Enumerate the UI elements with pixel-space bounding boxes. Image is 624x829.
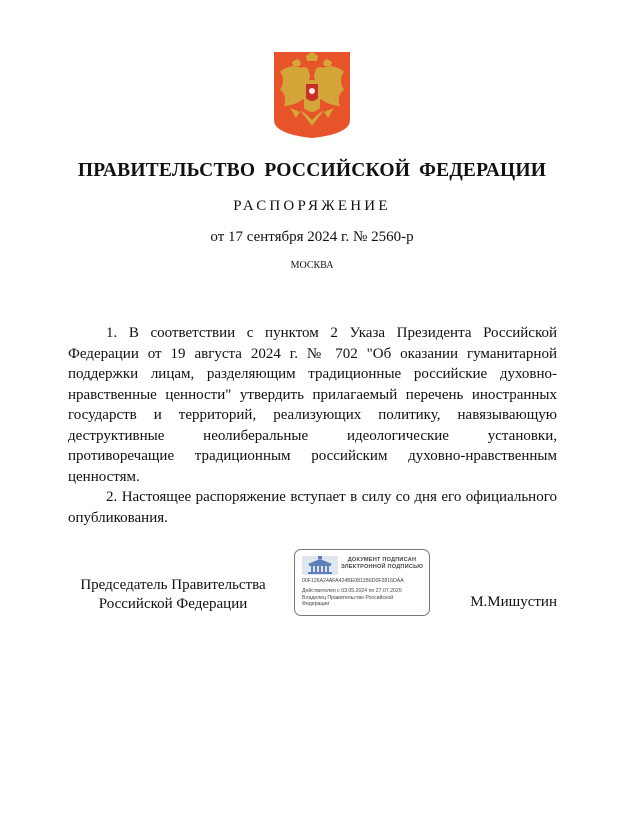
stamp-title <box>339 557 425 571</box>
stamp-title-line2: ЭЛЕКТРОННОЙ ПОДПИСЬЮ <box>340 564 424 570</box>
organization-title: ПРАВИТЕЛЬСТВО РОССИЙСКОЙ ФЕДЕРАЦИИ <box>77 160 547 181</box>
stamp-owner-line2: Федерации <box>302 601 330 607</box>
paragraph-1: 1. В соответствии с пунктом 2 Указа Президента Российской Федерации от 19 августа 2024 г. № 702 "Об оказании гуманитарной поддержки лицам, разделяющим традиционные российские духовно-нравственные ценности" утвердить прилагаемый перечень иностранных государств и территорий, реализующих политику, навязывающую деструктивные неолиберальные идеологические установки, противоречащие традиционным российским духовно-нравственным ценностям. <box>68 325 557 485</box>
stamp-title-line1: ДОКУМЕНТ ПОДПИСАН <box>347 557 417 563</box>
stamp-certificate: 00F126A24AFA424BE0811B6D0F2816DAA <box>302 578 404 584</box>
document-date-number: от 17 сентября 2024 г. № 2560-р <box>210 229 414 245</box>
signatory-position-line2: Российской Федерации <box>98 596 248 612</box>
paragraph-2: 2. Настоящее распоряжение вступает в силу со дня его официального опубликования. <box>68 489 557 526</box>
signatory-position <box>68 576 278 614</box>
government-building-icon <box>302 556 338 575</box>
signatory-position-line1: Председатель Правительства <box>80 577 266 593</box>
document-body <box>68 323 557 528</box>
coat-of-arms-icon <box>270 50 354 140</box>
stamp-validity: Действителен с 03.05.2024 по 27.07.2025 <box>302 588 402 594</box>
electronic-signature-stamp <box>294 549 430 616</box>
document-city: МОСКВА <box>290 260 334 271</box>
stamp-owner-line1: Владелец Правительство Российской <box>302 594 394 601</box>
document-type: РАСПОРЯЖЕНИЕ <box>233 198 391 214</box>
signatory-name: М.Мишустин <box>470 594 557 610</box>
